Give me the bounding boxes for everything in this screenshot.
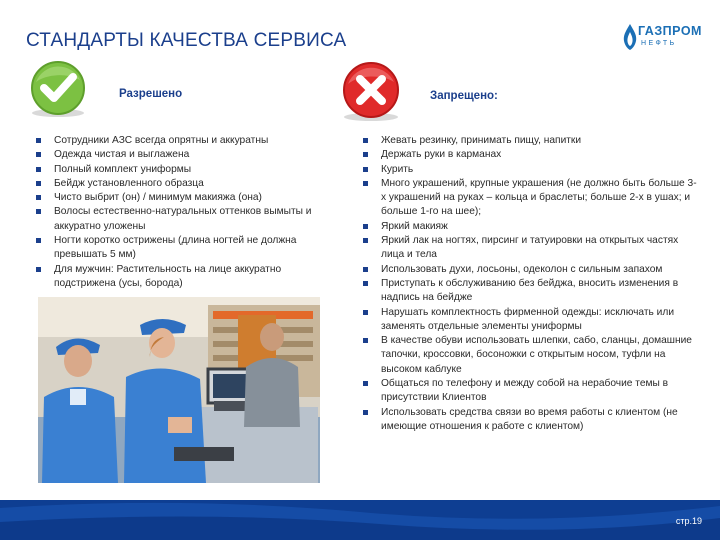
cross-mark-icon (333, 60, 413, 124)
gas-station-staff-photo (38, 297, 320, 483)
bullet-icon (363, 410, 368, 415)
bullet-icon (363, 167, 368, 172)
bullet-icon (36, 152, 41, 157)
list-item: Использовать средства связи во время работы с клиентом (не имеющие отношения к работе с клиентом) (361, 406, 701, 435)
list-item: Приступать к обслуживанию без бейджа, вносить изменения в надпись на бейдже (361, 277, 701, 306)
bullet-icon (363, 310, 368, 315)
list-item: Общаться по телефону и между собой на нерабочие темы в присутствии Клиентов (361, 377, 701, 406)
list-item: Яркий макияж (361, 220, 701, 234)
slide-header (0, 0, 720, 62)
page-title: СТАНДАРТЫ КАЧЕСТВА СЕРВИСА (26, 30, 347, 51)
list-item: Ногти коротко острижены (длина ногтей не должна превышать 5 мм) (34, 234, 339, 263)
footer-band (0, 500, 720, 540)
footer-wave-decoration (0, 500, 720, 540)
bullet-icon (363, 138, 368, 143)
bullet-icon (363, 224, 368, 229)
bullet-icon (36, 195, 41, 200)
list-item: Нарушать комплектность фирменной одежды: исключать или заменять отдельные элементы униформы (361, 306, 701, 335)
bullet-icon (36, 238, 41, 243)
bullet-icon (36, 138, 41, 143)
list-item: Курить (361, 163, 701, 177)
list-item: Полный комплект униформы (34, 163, 339, 177)
bullet-icon (363, 281, 368, 286)
list-item: Использовать духи, лосьоны, одеколон с сильным запахом (361, 263, 701, 277)
bullet-icon (36, 167, 41, 172)
bullet-icon (36, 267, 41, 272)
bullet-icon (363, 338, 368, 343)
list-item: Одежда чистая и выглажена (34, 148, 339, 162)
logo-text: ГАЗПРОМ (638, 24, 702, 38)
logo-subtext: НЕФТЬ (641, 40, 677, 47)
check-mark-icon (22, 60, 98, 120)
list-item: В качестве обуви использовать шлепки, сабо, сланцы, домашние тапочки, кроссовки, босоножки с открытым носом, туфли на высоком каблуке (361, 334, 701, 377)
list-item: Держать руки в карманах (361, 148, 701, 162)
bullet-icon (36, 209, 41, 214)
list-item: Много украшений, крупные украшения (не должно быть больше 3-х украшений на руках – кольца и браслеты; больше 2-х в ушах; и больше 1-го на шее); (361, 177, 701, 220)
bullet-icon (363, 381, 368, 386)
list-item: Сотрудники АЗС всегда опрятны и аккуратны (34, 134, 339, 148)
list-item: Бейдж установленного образца (34, 177, 339, 191)
list-item: Волосы естественно-натуральных оттенков вымыты и аккуратно уложены (34, 205, 339, 234)
list-item: Жевать резинку, принимать пищу, напитки (361, 134, 701, 148)
bullet-icon (363, 152, 368, 157)
list-item: Для мужчин: Растительность на лице аккуратно подстрижена (усы, борода) (34, 263, 339, 292)
denied-heading: Запрещено: (430, 90, 498, 102)
allowed-list (34, 134, 339, 291)
page-number: стр.19 (675, 516, 702, 526)
list-item: Яркий лак на ногтях, пирсинг и татуировки на открытых частях лица и тела (361, 234, 701, 263)
list-item: Чисто выбрит (он) / минимум макияжа (она) (34, 191, 339, 205)
flame-icon (620, 23, 640, 53)
bullet-icon (363, 238, 368, 243)
gazprom-neft-logo (620, 22, 702, 56)
bullet-icon (36, 181, 41, 186)
bullet-icon (363, 181, 368, 186)
denied-list (361, 134, 701, 434)
bullet-icon (363, 267, 368, 272)
allowed-heading: Разрешено (119, 88, 183, 100)
